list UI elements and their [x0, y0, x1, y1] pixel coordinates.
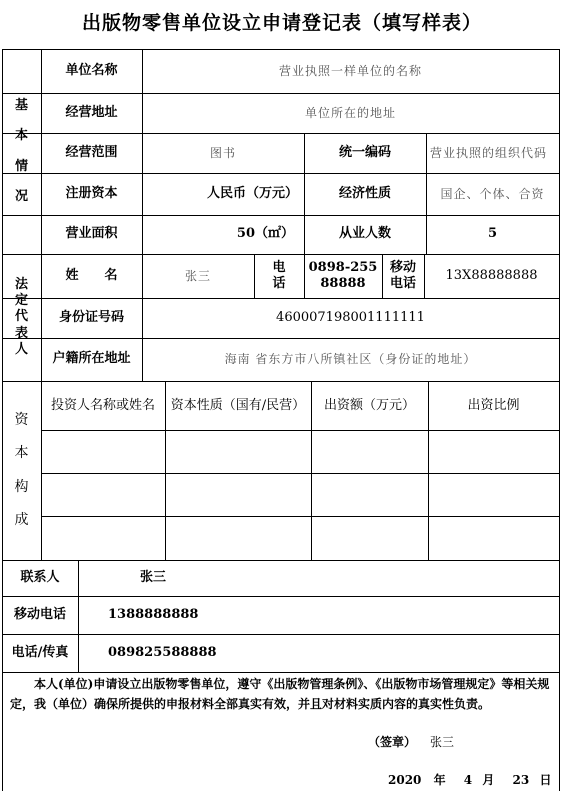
date-month-unit: 月	[482, 773, 495, 787]
unified-code-label: 统一编码	[338, 144, 391, 160]
date-year-unit: 年	[433, 773, 446, 787]
business-area-value[interactable]: 50（㎡）	[236, 226, 294, 242]
id-number-label: 身份证号码	[58, 309, 124, 325]
contact-mobile-label: 移动电话	[13, 606, 66, 622]
capital-cell[interactable]	[428, 473, 559, 516]
legal-rep-section-label: 法 定 代 表 人	[14, 276, 28, 357]
scope-label: 经营范围	[65, 144, 118, 160]
tel-fax-label: 电话/传真	[11, 644, 69, 660]
capital-cell[interactable]	[165, 430, 311, 473]
date-month: 4	[463, 773, 473, 787]
unit-name-value[interactable]: 营业执照一样单位的名称	[278, 63, 422, 78]
capital-cell[interactable]	[41, 430, 165, 473]
unit-name-label: 单位名称	[65, 62, 118, 78]
contact-mobile-value[interactable]: 1388888888	[108, 606, 199, 622]
capital-cell[interactable]	[428, 516, 559, 560]
contribution-ratio-header: 出资比例	[467, 398, 520, 413]
capital-section-label: 资 本 构 成	[14, 411, 29, 528]
seal-label: （签章）	[368, 735, 417, 749]
contact-person-label: 联系人	[20, 569, 60, 585]
legal-name-label: 姓 名	[65, 267, 118, 283]
capital-cell[interactable]	[41, 516, 165, 560]
signer-name[interactable]: 张三	[430, 735, 455, 749]
capital-cell[interactable]	[428, 430, 559, 473]
contribution-amount-header: 出资额（万元）	[323, 398, 415, 413]
staff-count-value[interactable]: 5	[487, 226, 498, 242]
phone-label: 电 话	[272, 259, 286, 291]
legal-name-value[interactable]: 张三	[184, 268, 211, 283]
address-value[interactable]: 单位所在的地址	[304, 105, 396, 120]
business-area-label: 营业面积	[65, 226, 118, 242]
contact-person-value[interactable]: 张三	[140, 569, 167, 585]
registered-capital-label: 注册资本	[65, 185, 118, 201]
capital-cell[interactable]	[165, 473, 311, 516]
tel-fax-value[interactable]: 089825588888	[108, 644, 217, 660]
phone-value[interactable]: 0898-25588888	[308, 259, 378, 291]
id-number-value[interactable]: 460007198001111111	[276, 309, 425, 325]
capital-nature-header: 资本性质（国有/民营）	[170, 398, 306, 413]
capital-cell[interactable]	[165, 516, 311, 560]
scope-value[interactable]: 图书	[209, 145, 236, 160]
application-date[interactable]	[388, 771, 551, 788]
date-day: 23	[512, 773, 530, 787]
staff-count-label: 从业人数	[338, 226, 391, 242]
date-day-unit: 日	[539, 773, 552, 787]
form-title: 出版物零售单位设立申请登记表（填写样表）	[81, 12, 482, 34]
unified-code-value[interactable]: 营业执照的组织代码	[430, 145, 548, 160]
date-year: 2020	[388, 773, 422, 787]
mobile-label: 移动 电话	[389, 259, 416, 291]
declaration-text: 本人(单位)申请设立出版物零售单位，遵守《出版物管理条例》、《出版物市场管理规定》等相关规定，我（单位）确保所提供的申报材料全部真实有效，并且对材料实质内容的真实性负责。	[10, 677, 550, 711]
domicile-value[interactable]: 海南 省东方市八所镇社区（身份证的地址）	[224, 352, 477, 366]
economic-nature-value[interactable]: 国企、个体、合资	[440, 186, 545, 201]
capital-cell[interactable]	[41, 473, 165, 516]
capital-cell[interactable]	[311, 473, 428, 516]
economic-nature-label: 经济性质	[338, 185, 391, 201]
address-label: 经营地址	[65, 104, 118, 120]
mobile-value[interactable]: 13X88888888	[445, 267, 538, 283]
capital-cell[interactable]	[311, 430, 428, 473]
basic-info-section-label: 基 本 情 况	[14, 98, 28, 204]
domicile-label: 户籍所在地址	[52, 351, 131, 367]
registered-capital-value[interactable]: 人民币（万元）	[206, 185, 298, 201]
capital-cell[interactable]	[311, 516, 428, 560]
investor-name-header: 投资人名称或姓名	[50, 398, 155, 413]
